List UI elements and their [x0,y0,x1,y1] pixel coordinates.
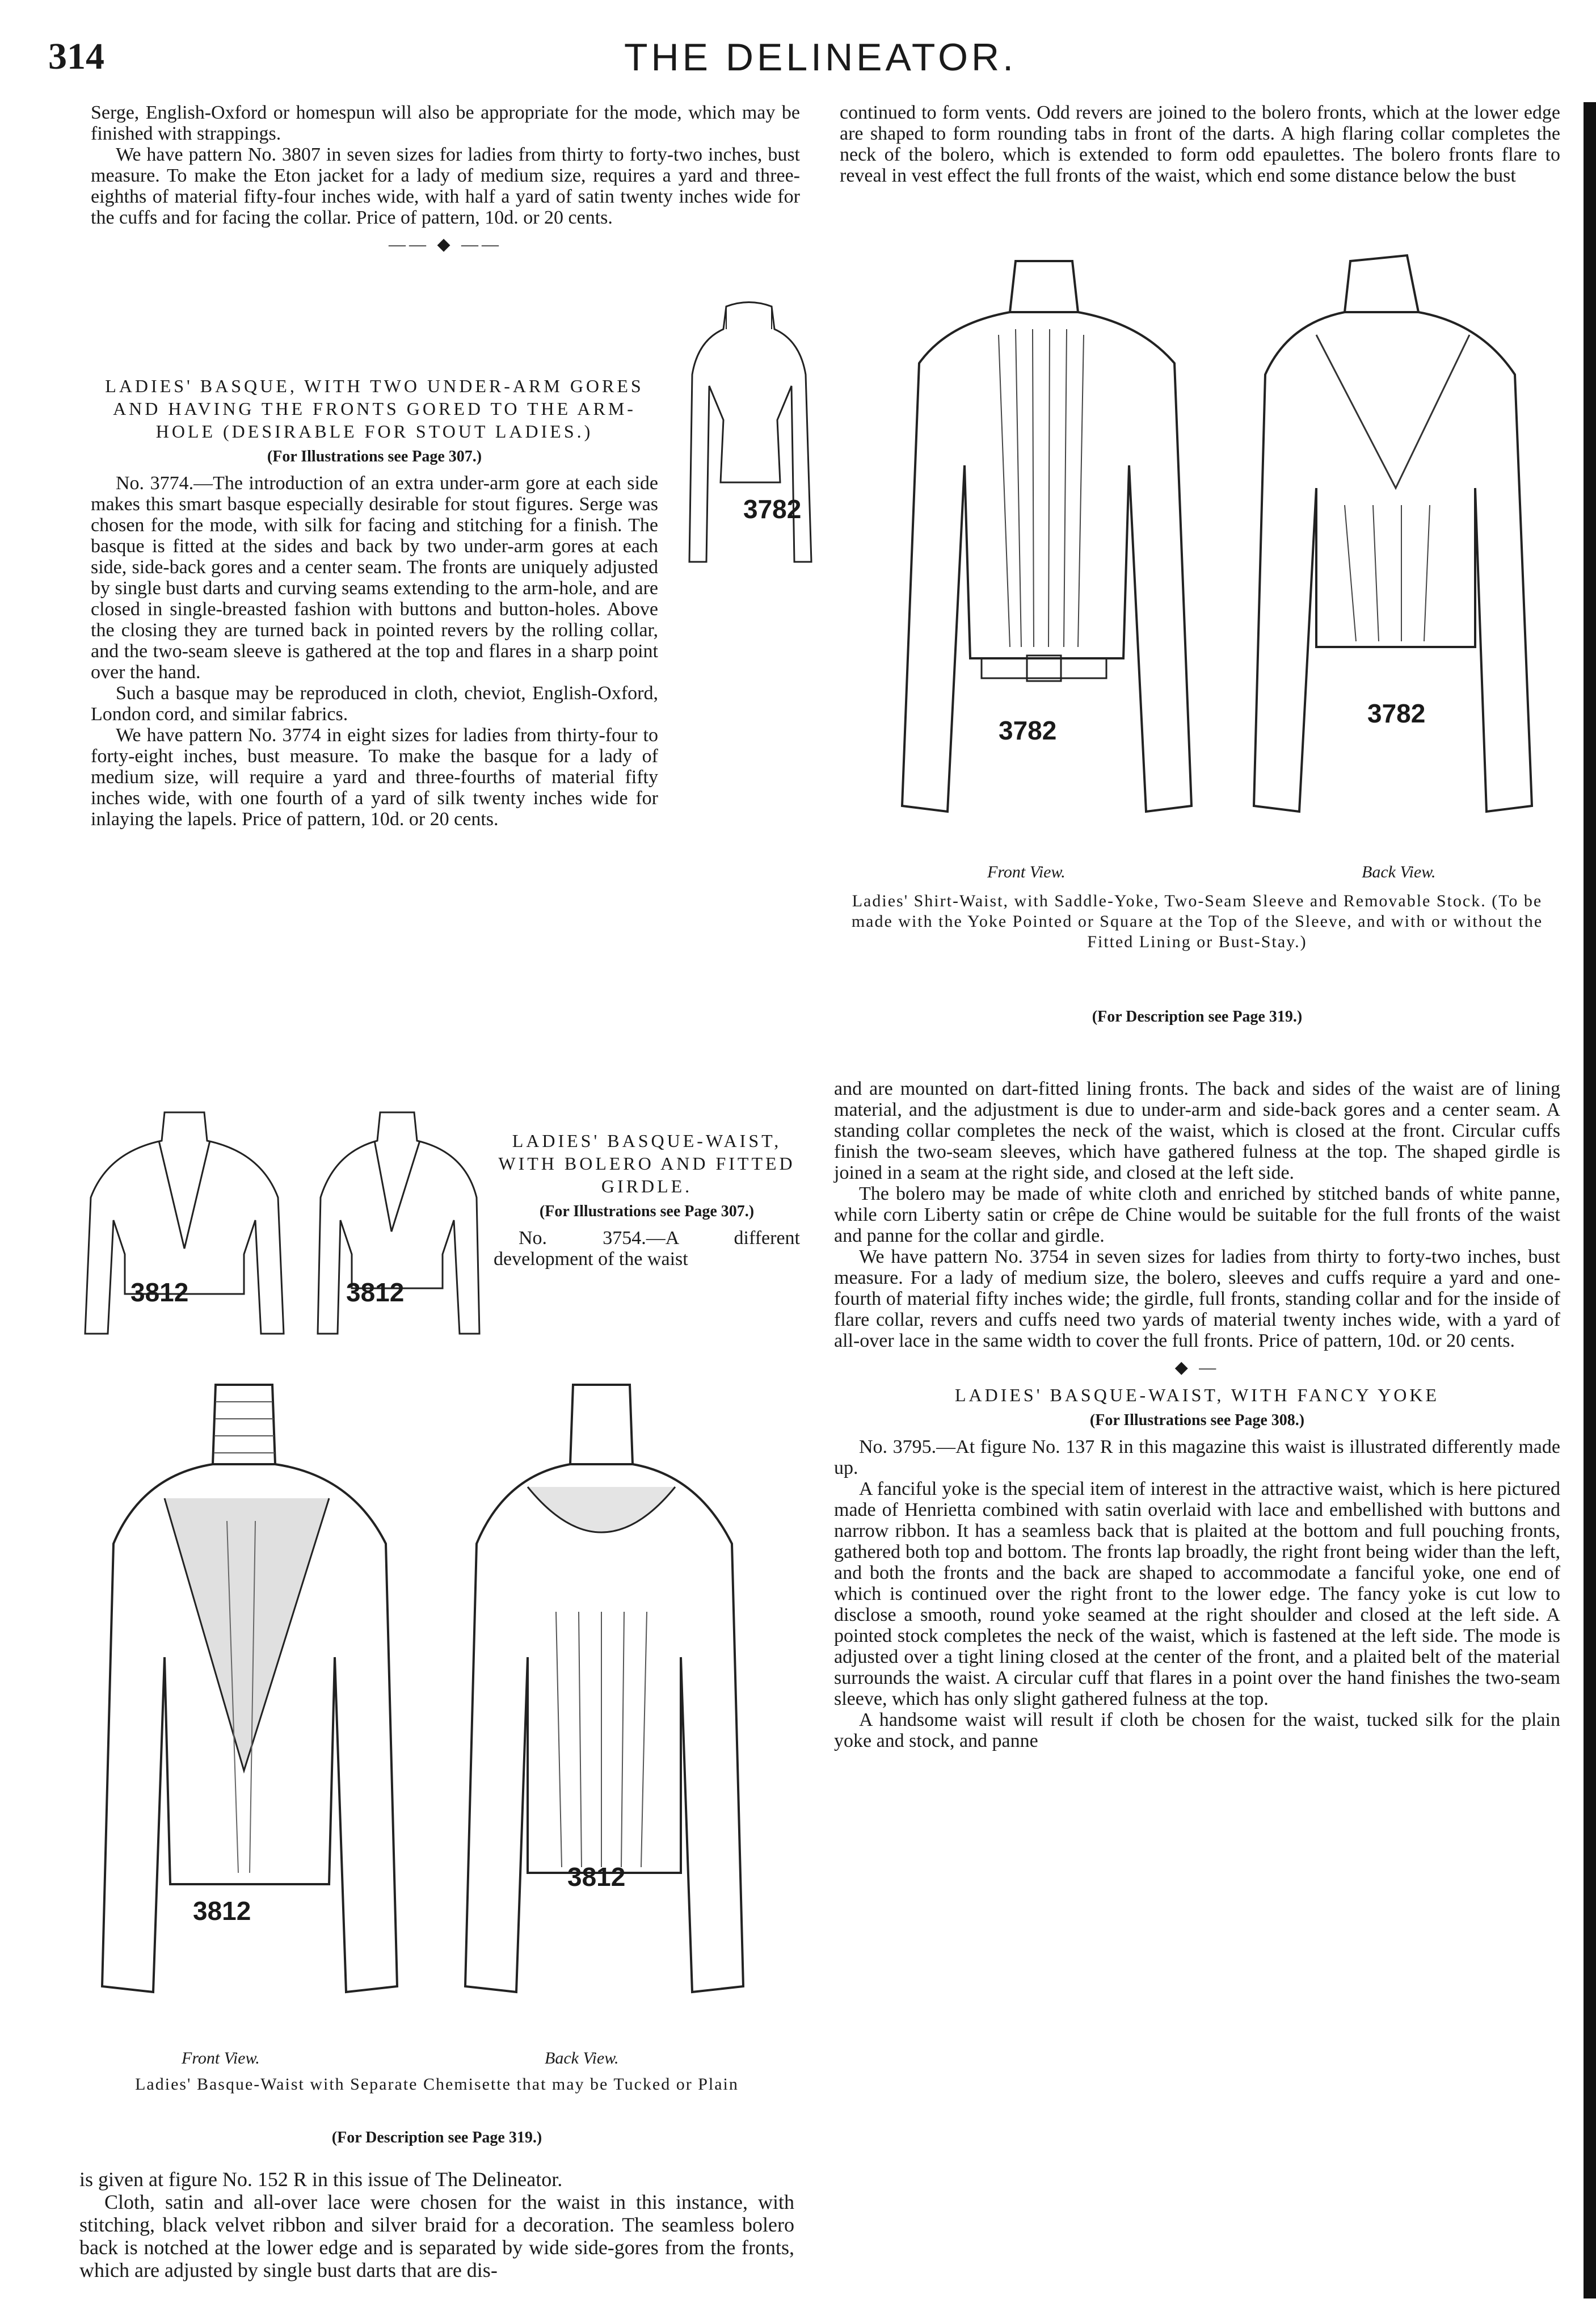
paragraph: Serge, English-Oxford or homespun will also be appropriate for the mode, which may be finished with strappings. [91,102,800,144]
basque-waist-front-drawing [79,1373,414,2026]
section-divider: —— ◆ —— [388,235,503,254]
right-column-intro [840,102,1560,186]
left-column-bottom [79,2168,794,2281]
basque-waist-back-drawing [443,1373,760,2026]
illustration-reference: (For Illustrations see Page 307.) [539,1203,755,1220]
section-divider: ◆ — [1174,1358,1220,1377]
scan-edge-shadow [1584,102,1596,2298]
section-heading: LADIES' BASQUE-WAIST, WITH FANCY YOKE [954,1385,1440,1405]
bodice-sketch [74,1107,295,1345]
bodice-sketch [306,1107,488,1345]
pattern-number: 3812 [346,1278,405,1307]
paragraph: is given at figure No. 152 R in this issue of The Delineator. [79,2168,563,2191]
view-label-front: Front View. [987,863,1066,881]
paragraph: continued to form vents. Odd revers are joined to the bolero fronts, which at the lower edge are shaped to form rounding tabs in front of the darts. A high flaring collar completes the neck of the bolero, which is extended to form odd epaulettes. The bolero fronts flare to reveal in vest effect the full fronts of the waist, which end some distance below the bust [840,102,1560,186]
paragraph: We have pattern No. 3754 in seven sizes for ladies from thirty to forty-two inches, bust measure. For a lady of medium size, the bolero, sleeves and cuffs require a yard and one-fourth of material fifty inches wide; the girdle, full fronts, standing collar and for the inside of flare collar, revers and cuffs need two yards of material twenty inches wide, with a yard of all-over lace in the same width to cover the full fronts. Price of pattern, 10d. or 20 cents. [834,1246,1560,1351]
right-column-body [834,1078,1560,1751]
paragraph: No. 3754.—A different development of the waist [494,1228,800,1270]
left-column-section-3754 [494,1129,800,1270]
paragraph: No. 3795.—At figure No. 137 R in this magazine this waist is illustrated differently made up. [834,1436,1560,1478]
view-label-front: Front View. [182,2049,260,2068]
pattern-number: 3812 [567,1862,626,1892]
description-reference: (For Description see Page 319.) [331,2129,542,2146]
view-label-back: Back View. [1362,863,1436,881]
shirt-waist-back-drawing [1231,250,1549,851]
figure-caption: Ladies' Shirt-Waist, with Saddle-Yoke, Two-Seam Sleeve and Removable Stock. (To be made with the Yoke Pointed or Square at the Top of the Sleeve, and with or without the Fitted Lining or Bust-Stay.) [851,892,1543,951]
illustration-reference: (For Illustrations see Page 307.) [267,448,482,465]
paragraph: and are mounted on dart-fitted lining fronts. The back and sides of the waist are of lining material, and the adjustment is due to under-arm and side-back gores and a center seam. A standing collar completes the neck of the waist, which is closed at the front. Circular cuffs finish the two-seam sleeves, which have gathered fulness at the top. The shaped girdle is joined in a seam at the right side, and closed at the left side. [834,1078,1560,1183]
paragraph: A fanciful yoke is the special item of interest in the attractive waist, which is here pictured made of Henrietta combined with satin overlaid with lace and embellished with buttons and narrow ribbon. It has a seamless back that is plaited at the bottom and full pouching fronts, gathered both top and bottom. The fronts lap broadly, the right front being wider than the left, and both the fronts and the back are shaped to accommodate a fanciful yoke, one end of which is continued over the right front to the lower edge. The fancy yoke is cut low to disclose a smooth, round yoke seamed at the right shoulder and closed at the left side. A pointed stock completes the neck of the waist, which is fastened at the left side. The mode is adjusted over a tight lining closed at the center of the front, and a plaited belt of the material surrounds the waist. A circular cuff that flares in a point over the hand finishes the two-seam sleeve, which has only slight gathered fulness at the top. [834,1478,1560,1709]
view-label-back: Back View. [545,2049,619,2068]
figure-3782-small [681,295,817,579]
paragraph: We have pattern No. 3807 in seven sizes for ladies from thirty to forty-two inches, bust measure. To make the Eton jacket for a lady of medium size, requires a yard and three-eighths of material fifty-four inches wide, with half a yard of satin twenty inches wide for the cuffs and for facing the collar. Price of pattern, 10d. or 20 cents. [91,144,800,228]
paragraph: We have pattern No. 3774 in eight sizes for ladies from thirty-four to forty-eight inches, bust measure. To make the basque for a lady of medium size, will require a yard and three-fourths of material fifty inches wide, with one fourth of a yard of silk twenty inches wide for inlaying the lapels. Price of pattern, 10d. or 20 cents. [91,725,658,830]
page-number: 314 [48,36,104,77]
pattern-number: 3782 [1367,699,1426,728]
paragraph: Cloth, satin and all-over lace were chosen for the waist in this instance, with stitching, black velvet ribbon and silver braid for a decoration. The seamless bolero back is notched at the lower edge and is separated by wide side-gores from the fronts, which are adjusted by single bust darts that are dis- [79,2191,794,2281]
section-heading: LADIES' BASQUE, WITH TWO UNDER-ARM GORES AND HAVING THE FRONTS GORED TO THE ARM-HOLE (DESIRABLE FOR STOUT LADIES.) [105,376,644,442]
pattern-number: 3782 [999,716,1057,745]
figure-basque-waist-front [79,1373,414,2026]
paragraph: No. 3774.—The introduction of an extra under-arm gore at each side makes this smart basque especially desirable for stout figures. Serge was chosen for the mode, with silk for facing and stitching for a finish. The basque is fitted at the sides and back by two under-arm gores at each side, side-back gores and a center seam. The fronts are uniquely adjusted by single bust darts and curving seams extending to the arm-hole, and are closed in single-breasted fashion with buttons and button-holes. Above the closing they are turned back in pointed revers by the rolling collar, and the two-seam sleeve is gathered at the top and flares in a sharp point over the hand. [91,473,658,683]
bodice-sketch [681,295,817,579]
paragraph: A handsome waist will result if cloth be chosen for the waist, tucked silk for the plain yoke and stock, and panne [834,1709,1560,1751]
paragraph: Such a basque may be reproduced in cloth, cheviot, English-Oxford, London cord, and similar fabrics. [91,683,658,725]
section-heading: LADIES' BASQUE-WAIST, WITH BOLERO AND FITTED GIRDLE. [498,1131,795,1196]
paragraph: The bolero may be made of white cloth and enriched by stitched bands of white panne, while corn Liberty satin or crêpe de Chine would be suitable for the full fronts of the waist and panne for the collar and girdle. [834,1183,1560,1246]
left-column-section-3774 [91,375,658,830]
description-reference: (For Description see Page 319.) [1092,1008,1303,1026]
pattern-number: 3812 [193,1896,251,1926]
left-column-intro [91,102,800,260]
pattern-number: 3812 [130,1278,189,1307]
shirt-waist-front-drawing [885,250,1203,851]
pattern-number: 3782 [743,494,802,524]
figure-basque-waist-back [443,1373,760,2026]
running-title: THE DELINEATOR. [624,36,1017,79]
figure-3812-small-back [306,1107,488,1345]
figure-shirt-waist-front [885,250,1203,851]
figure-3812-small-front [74,1107,295,1345]
figure-shirt-waist-back [1231,250,1549,851]
figure-caption: Ladies' Basque-Waist with Separate Chemisette that may be Tucked or Plain [135,2075,739,2094]
illustration-reference: (For Illustrations see Page 308.) [1089,1411,1305,1429]
